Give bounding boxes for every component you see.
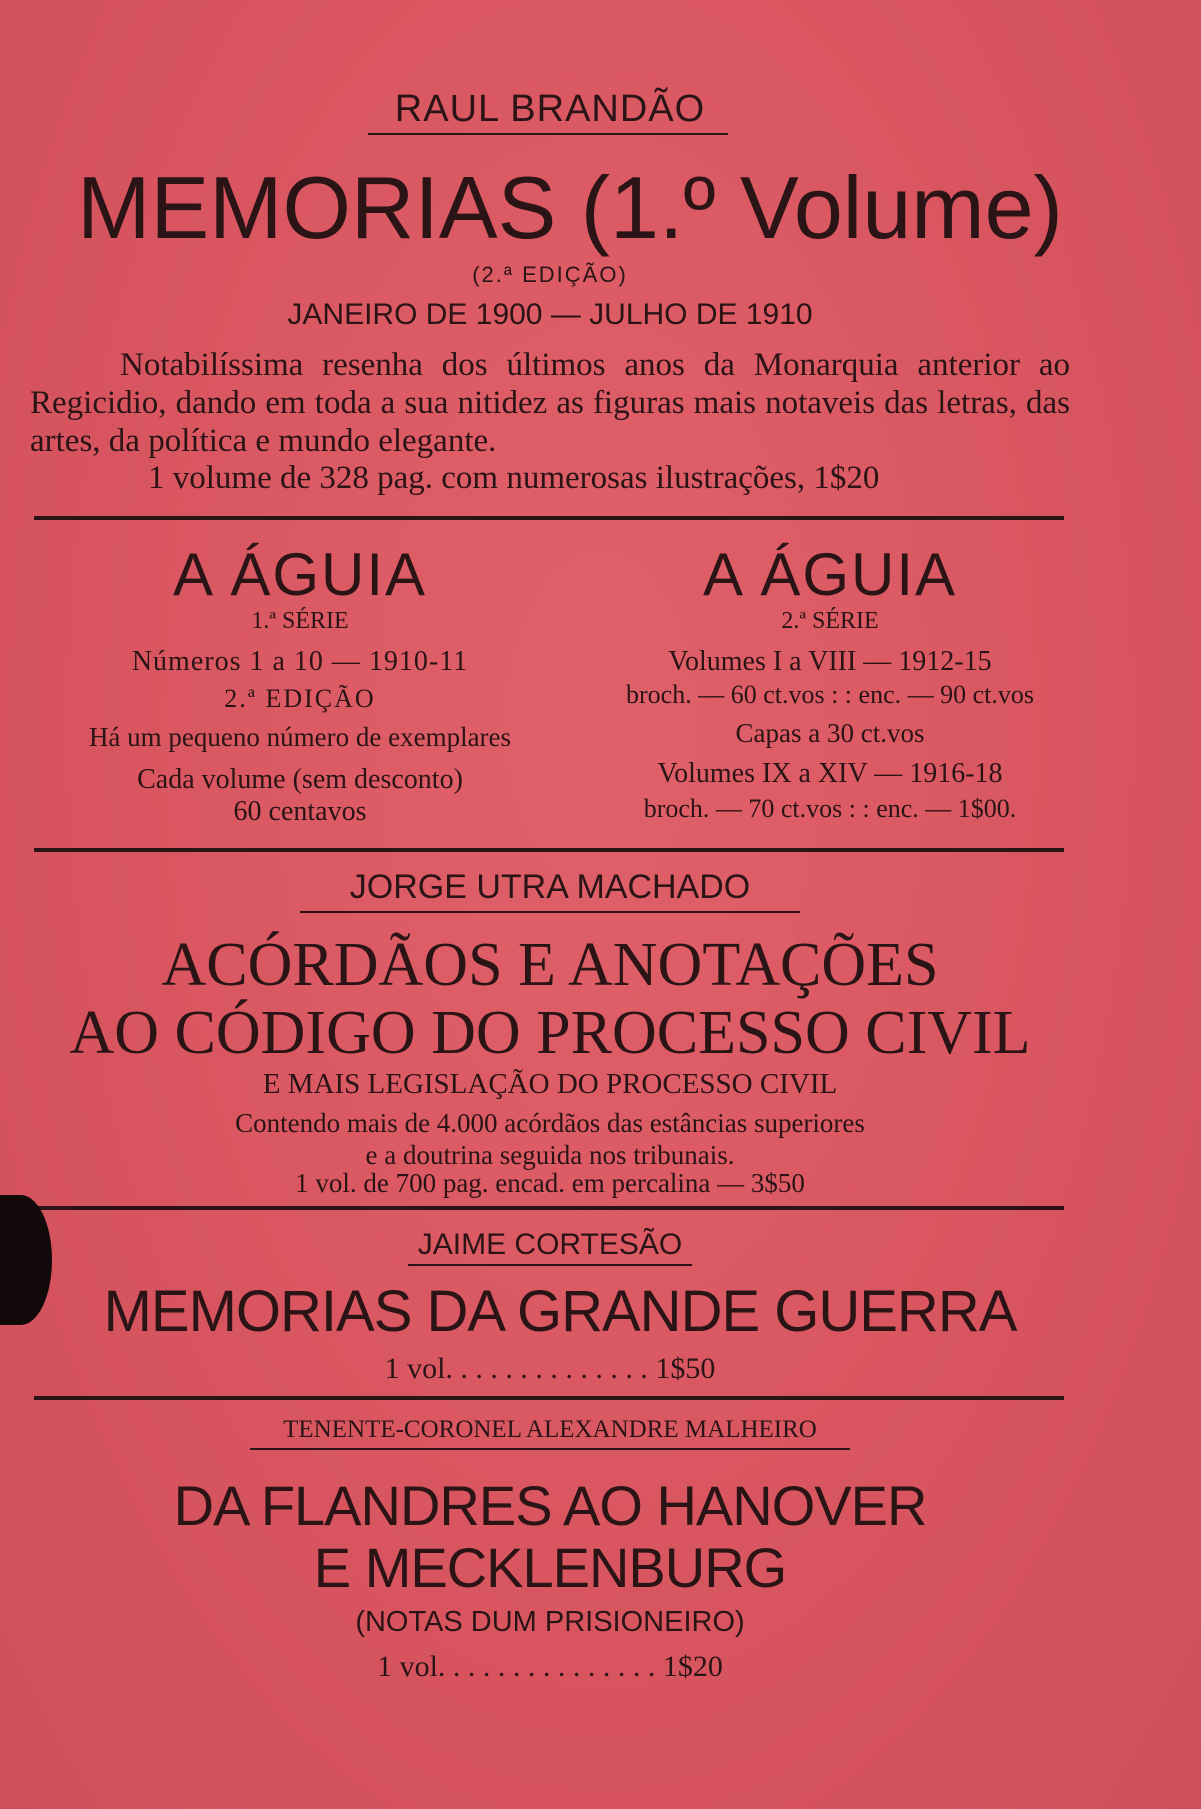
acordaos-title-line1: ACÓRDÃOS E ANOTAÇÕES — [161, 931, 939, 999]
aguia-2-title: A ÁGUIA — [702, 541, 958, 608]
aguia-1-price-line2: 60 centavos — [233, 796, 367, 827]
aguia-2-volumes2: Volumes IX a XIV — 1916-18 — [657, 758, 1003, 789]
guerra-author: JAIME CORTESÃO — [417, 1228, 683, 1261]
divider-1 — [34, 516, 1064, 520]
acordaos-price: 1 vol. de 700 pag. encad. em percalina — 3$50 — [295, 1168, 805, 1198]
guerra-author-underline — [408, 1264, 692, 1266]
acordaos-subtitle: E MAIS LEGISLAÇÃO DO PROCESSO CIVIL — [262, 1068, 838, 1100]
memorias-author: RAUL BRANDÃO — [394, 88, 706, 130]
flandres-title-line1: DA FLANDRES AO HANOVER — [173, 1474, 927, 1537]
memorias-period: JANEIRO DE 1900 — JULHO DE 1910 — [287, 298, 813, 331]
memorias-description: Notabilíssima resenha dos últimos anos da Monarquia anterior ao Regicidio, dando em toda a sua nitidez as figuras mais notaveis das letras, das artes, da política e mundo elegante. — [30, 347, 1070, 459]
acordaos-title-line2: AO CÓDIGO DO PROCESSO CIVIL — [69, 999, 1031, 1067]
aguia-1-price-line1: Cada volume (sem desconto) — [137, 764, 463, 795]
divider-4 — [34, 1396, 1064, 1400]
flandres-author-underline — [250, 1448, 850, 1450]
guerra-vol: 1 vol. . . . . . . . . . . . . . 1$50 — [384, 1352, 716, 1385]
guerra-title: MEMORIAS DA GRANDE GUERRA — [103, 1279, 1017, 1344]
acordaos-author: JORGE UTRA MACHADO — [349, 868, 751, 906]
aguia-1-note: Há um pequeno número de exemplares — [88, 722, 512, 752]
divider-3 — [34, 1206, 1064, 1210]
aguia-2-serie: 2.ª SÉRIE — [781, 608, 879, 634]
aguia-1-numbers: Números 1 a 10 — 1910-11 — [131, 646, 469, 677]
aguia-2-capas: Capas a 30 ct.vos — [735, 718, 925, 748]
aguia-1-title: A ÁGUIA — [172, 541, 428, 608]
aguia-2-prices2: broch. — 70 ct.vos : : enc. — 1$00. — [643, 794, 1017, 823]
aguia-2-volumes1: Volumes I a VIII — 1912-15 — [668, 646, 992, 677]
flandres-author: TENENTE-CORONEL ALEXANDRE MALHEIRO — [283, 1416, 817, 1443]
aguia-2-prices1: broch. — 60 ct.vos : : enc. — 90 ct.vos — [626, 680, 1034, 709]
flandres-title-line2: E MECKLENBURG — [313, 1536, 787, 1599]
flandres-subtitle: (NOTAS DUM PRISIONEIRO) — [355, 1606, 745, 1638]
aguia-1-edition: 2.ª EDIÇÃO — [224, 684, 376, 713]
memorias-volume-info: 1 volume de 328 pag. com numerosas ilustrações, 1$20 — [148, 460, 880, 496]
acordaos-desc-line1: Contendo mais de 4.000 acórdãos das estâncias superiores — [235, 1108, 865, 1138]
flandres-vol: 1 vol. . . . . . . . . . . . . . . 1$20 — [377, 1650, 723, 1683]
memorias-edition: (2.ª EDIÇÃO) — [472, 262, 628, 287]
memorias-author-underline — [368, 133, 728, 135]
acordaos-desc-line2: e a doutrina seguida nos tribunais. — [365, 1140, 735, 1170]
memorias-title: MEMORIAS (1.º Volume) — [77, 158, 1063, 257]
acordaos-author-underline — [300, 911, 800, 913]
aguia-1-serie: 1.ª SÉRIE — [251, 608, 349, 634]
divider-2 — [34, 848, 1064, 852]
